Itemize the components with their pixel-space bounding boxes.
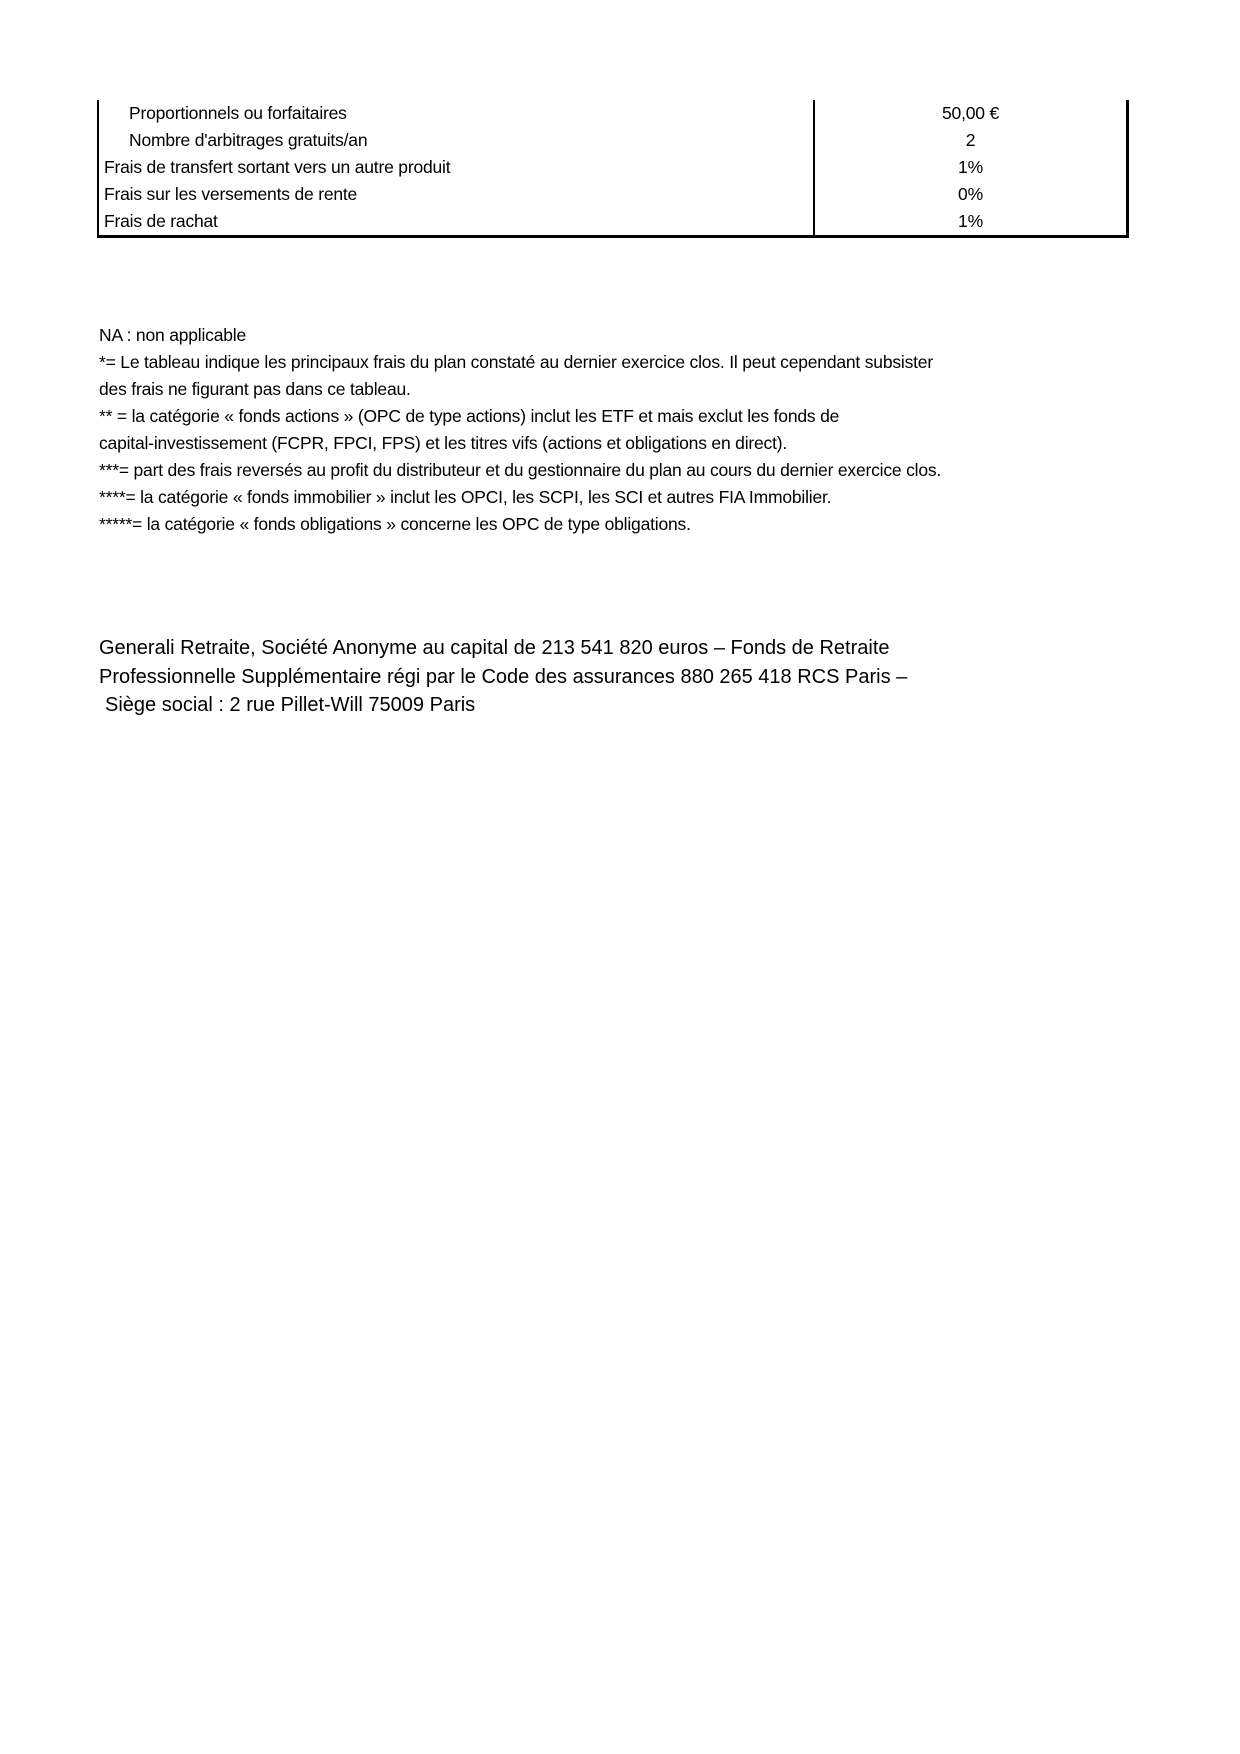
fee-value: 2 [813,127,1126,154]
legal-line: Generali Retraite, Société Anonyme au capital de 213 541 820 euros – Fonds de Retraite [99,637,890,659]
fee-value: 0% [813,181,1126,208]
legal-line: Siège social : 2 rue Pillet-Will 75009 Paris [105,694,476,716]
legal-line: Professionnelle Supplémentaire régi par le Code des assurances 880 265 418 RCS Paris – [99,665,908,688]
fee-label: Nombre d'arbitrages gratuits/an [129,130,368,150]
footnote-star2-line1: ** = la catégorie « fonds actions » (OPC de type actions) inclut les ETF et mais exclut les fonds de [99,406,840,426]
fee-label: Frais de transfert sortant vers un autre produit [104,157,451,177]
table-row [99,181,1126,208]
fee-value: 50,00 € [813,100,1126,127]
footnote-star3: ***= part des frais reversés au profit du distributeur et du gestionnaire du plan au cours du dernier exercice clos. [99,460,942,480]
footnote-star4: ****= la catégorie « fonds immobilier » inclut les OPCI, les SCPI, les SCI et autres FIA Immobilier. [99,487,832,507]
legal-paragraph [99,634,1099,720]
footnote-star2-line2: capital-investissement (FCPR, FPCI, FPS) et les titres vifs (actions et obligations en direct). [99,433,788,453]
fee-value: 1% [813,154,1126,181]
fee-label: Frais de rachat [104,211,218,231]
fee-label: Frais sur les versements de rente [104,184,358,204]
footnote-na: NA : non applicable [99,325,247,345]
footnote-star1-line2: des frais ne figurant pas dans ce tableau. [99,379,411,399]
table-row [99,154,1126,181]
footnote-star1-line1: *= Le tableau indique les principaux frais du plan constaté au dernier exercice clos. Il peut cependant subsister [99,352,933,372]
fee-value: 1% [813,208,1126,235]
footnotes-block [99,322,1099,538]
footnote-star5: *****= la catégorie « fonds obligations » concerne les OPC de type obligations. [99,514,691,534]
table-row [99,100,1126,127]
fees-table [97,100,1129,238]
fee-label: Proportionnels ou forfaitaires [129,103,347,123]
table-row [99,208,1126,235]
table-row [99,127,1126,154]
